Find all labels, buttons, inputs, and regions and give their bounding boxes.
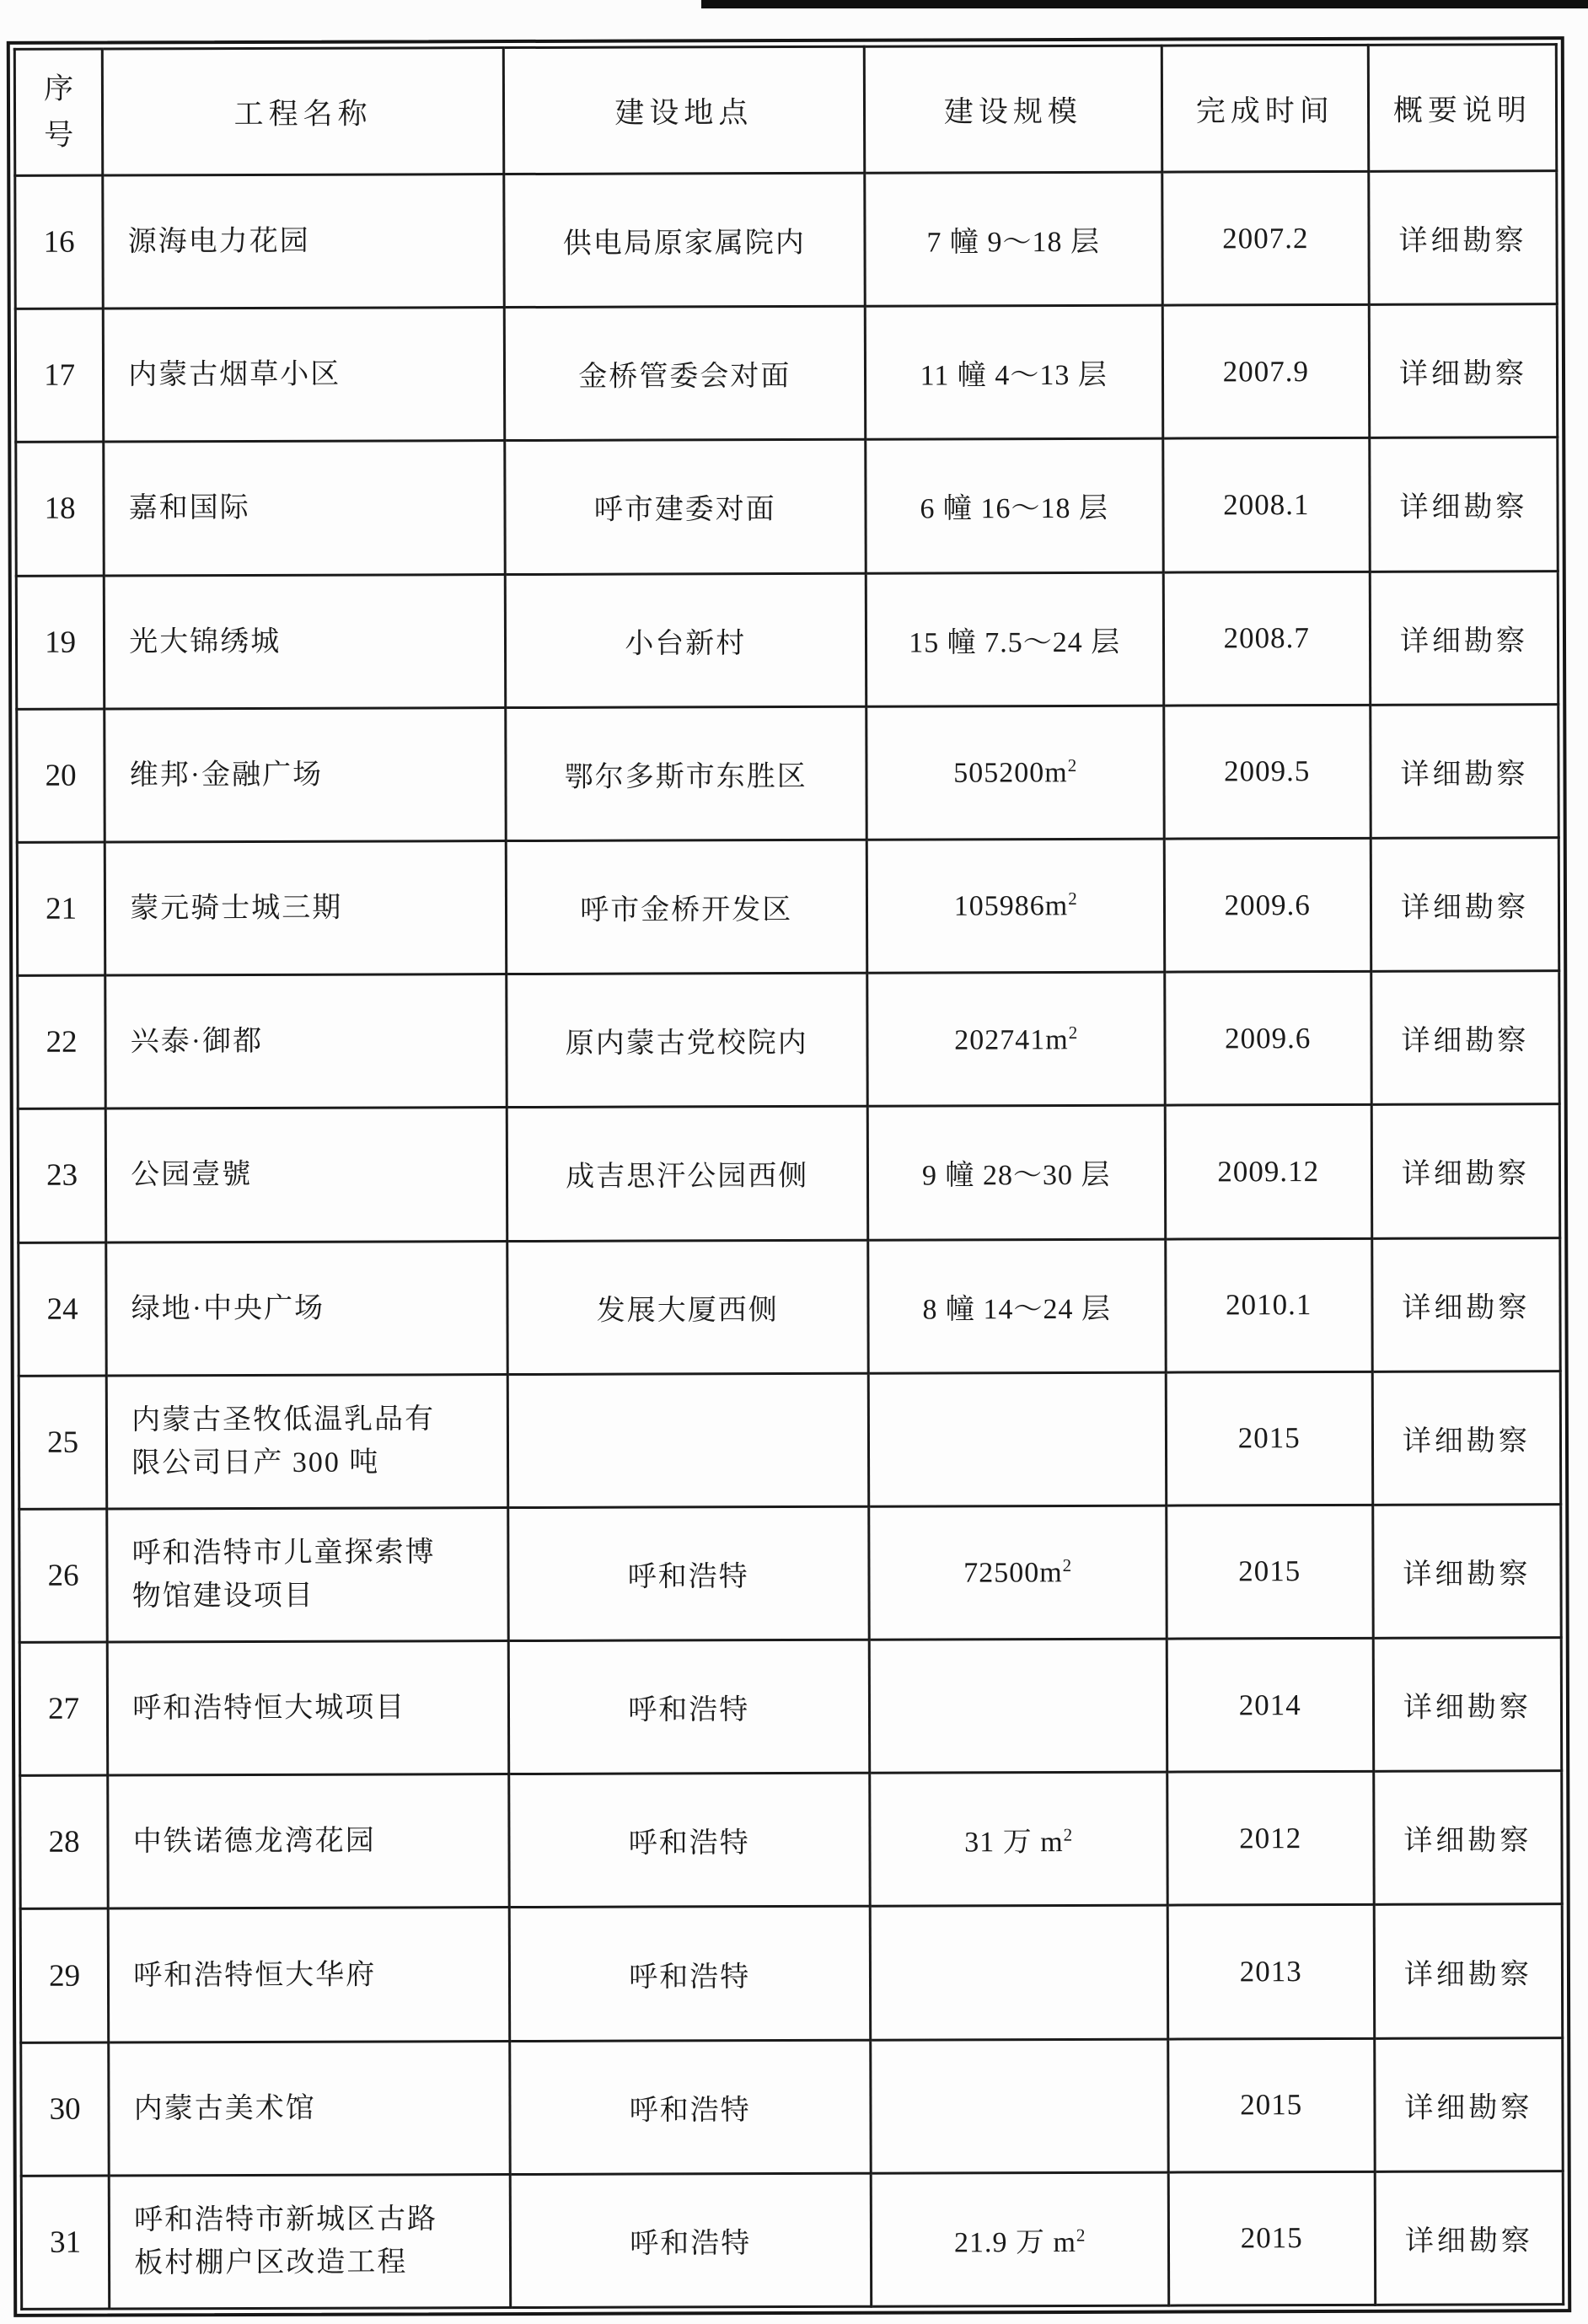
header-cell-note: 概要说明	[1368, 45, 1557, 172]
cell-scale	[866, 438, 1163, 572]
cell-completion-time: 2008.7	[1163, 572, 1371, 706]
cell-scale-superscript: 2	[1063, 1824, 1073, 1845]
cell-completion-time: 2015	[1166, 1371, 1373, 1506]
cell-location: 呼和浩特	[510, 2173, 871, 2308]
cell-completion-time: 2015	[1166, 1505, 1373, 1639]
cell-completion-time: 2007.9	[1162, 305, 1370, 439]
cell-location: 发展大厦西侧	[507, 1240, 868, 1375]
cell-scale-text: 202741m	[954, 1023, 1069, 1056]
table-row	[18, 1104, 1559, 1243]
cell-project-name: 嘉和国际	[104, 441, 505, 576]
header-cell-time: 完成时间	[1161, 45, 1369, 172]
scan-artifact-bar	[701, 0, 1588, 8]
cell-project-name: 内蒙古圣牧低温乳品有 限公司日产 300 吨	[106, 1374, 507, 1509]
table-row	[17, 838, 1558, 976]
cell-scale	[867, 972, 1165, 1106]
cell-summary: 详细勘察	[1373, 1505, 1562, 1639]
cell-project-name: 内蒙古烟草小区	[104, 308, 505, 443]
cell-location: 供电局原家属院内	[504, 173, 865, 308]
cell-scale-text: 7 幢 9～18 层	[926, 226, 1101, 259]
cell-project-name: 呼和浩特市新城区古路 板村棚户区改造工程	[109, 2174, 510, 2309]
cell-summary: 详细勘察	[1372, 1371, 1561, 1505]
cell-scale	[868, 1372, 1166, 1506]
cell-completion-time: 2015	[1168, 2171, 1376, 2305]
cell-summary: 详细勘察	[1373, 1638, 1562, 1772]
table-row	[19, 1371, 1560, 1509]
cell-serial-number: 29	[20, 1908, 109, 2042]
cell-scale-text: 8 幢 14～24 层	[922, 1293, 1112, 1326]
cell-completion-time: 2010.1	[1165, 1238, 1372, 1372]
table-row	[20, 1904, 1562, 2042]
table-row	[18, 971, 1559, 1109]
cell-scale	[869, 1772, 1167, 1906]
cell-project-name: 中铁诺德龙湾花园	[108, 1774, 509, 1909]
table-row	[19, 1505, 1561, 1643]
cell-location: 呼和浩特	[510, 2040, 871, 2175]
cell-scale-text: 505200m	[953, 757, 1068, 789]
cell-completion-time: 2012	[1167, 1772, 1374, 1906]
cell-serial-number: 27	[19, 1642, 108, 1776]
cell-completion-time: 2013	[1167, 1905, 1375, 2039]
cell-location: 小台新村	[505, 573, 866, 708]
cell-scale	[866, 706, 1164, 840]
cell-summary: 详细勘察	[1374, 1771, 1563, 1905]
table-row	[19, 1237, 1560, 1376]
cell-summary: 详细勘察	[1374, 1904, 1563, 2038]
cell-summary: 详细勘察	[1369, 304, 1558, 438]
header-row	[14, 45, 1556, 176]
cell-serial-number: 18	[16, 442, 105, 576]
table-row	[16, 571, 1558, 709]
cell-serial-number: 20	[17, 709, 105, 843]
cell-summary: 详细勘察	[1370, 571, 1558, 705]
cell-project-name: 呼和浩特恒大城项目	[107, 1641, 508, 1776]
cell-scale	[865, 172, 1162, 306]
cell-scale	[869, 1639, 1167, 1773]
header-cell-no	[14, 49, 103, 175]
cell-location: 呼和浩特	[508, 1640, 869, 1774]
cell-summary: 详细勘察	[1375, 2037, 1564, 2171]
cell-summary: 详细勘察	[1372, 1237, 1561, 1371]
cell-summary: 详细勘察	[1369, 171, 1558, 305]
header-cell-name: 工程名称	[103, 48, 504, 175]
cell-project-name: 蒙元骑士城三期	[105, 840, 506, 975]
cell-scale-text: 105986m	[953, 890, 1069, 923]
cell-scale	[868, 1239, 1166, 1373]
cell-completion-time: 2014	[1167, 1638, 1374, 1772]
cell-project-name: 光大锦绣城	[105, 574, 506, 709]
cell-project-name: 兴泰·御都	[105, 974, 507, 1109]
project-table-wrapper	[7, 36, 1571, 2317]
cell-location: 呼和浩特	[509, 1907, 870, 2042]
cell-location: 金桥管委会对面	[504, 306, 865, 441]
header-no-label: 序号	[43, 72, 74, 152]
cell-location: 鄂尔多斯市东胜区	[506, 706, 866, 841]
cell-location: 成吉思汗公园西侧	[507, 1107, 867, 1242]
cell-project-name: 公园壹號	[105, 1108, 507, 1243]
cell-scale	[870, 1906, 1167, 2040]
cell-scale-superscript: 2	[1068, 888, 1077, 910]
cell-serial-number: 22	[18, 975, 106, 1109]
table-row	[17, 704, 1558, 842]
table-row	[15, 171, 1557, 309]
cell-location: 呼和浩特	[508, 1506, 869, 1641]
cell-scale-text: 6 幢 16～18 层	[920, 493, 1109, 525]
cell-serial-number: 28	[20, 1775, 109, 1909]
cell-location: 呼市金桥开发区	[506, 840, 866, 974]
cell-scale-superscript: 2	[1062, 1555, 1072, 1576]
cell-completion-time: 2009.6	[1164, 838, 1371, 972]
cell-summary: 详细勘察	[1371, 704, 1559, 838]
cell-location: 原内蒙古党校院内	[507, 973, 867, 1108]
table-row	[21, 2037, 1563, 2176]
cell-completion-time: 2009.6	[1164, 971, 1371, 1105]
cell-project-name: 绿地·中央广场	[106, 1241, 507, 1376]
cell-scale	[870, 2039, 1167, 2173]
cell-scale-text: 72500m	[963, 1557, 1063, 1589]
cell-location: 呼市建委对面	[505, 440, 866, 575]
cell-completion-time: 2009.5	[1163, 705, 1371, 839]
cell-scale-text: 11 幢 4～13 层	[920, 360, 1108, 392]
cell-scale-superscript: 2	[1076, 2225, 1086, 2246]
header-cell-location: 建设地点	[503, 46, 864, 174]
cell-serial-number: 17	[15, 309, 104, 443]
project-table	[13, 43, 1564, 2311]
table-row	[15, 304, 1557, 443]
cell-summary: 详细勘察	[1371, 971, 1560, 1105]
cell-scale-text: 31 万 m	[964, 1827, 1064, 1859]
cell-location	[507, 1373, 868, 1508]
cell-serial-number: 25	[19, 1376, 107, 1510]
cell-serial-number: 19	[16, 576, 105, 710]
cell-scale	[868, 1506, 1166, 1640]
table-row	[20, 1771, 1562, 1909]
cell-completion-time: 2015	[1167, 2038, 1375, 2172]
cell-summary: 详细勘察	[1375, 2171, 1564, 2305]
cell-scale-text: 15 幢 7.5～24 层	[909, 626, 1121, 659]
cell-serial-number: 16	[15, 175, 104, 309]
cell-completion-time: 2008.1	[1163, 438, 1371, 572]
cell-scale-text: 9 幢 28～30 层	[921, 1160, 1111, 1192]
cell-scale-superscript: 2	[1068, 1022, 1078, 1043]
cell-scale	[866, 572, 1163, 706]
cell-scale-text: 21.9 万 m	[953, 2226, 1076, 2259]
cell-summary: 详细勘察	[1371, 838, 1559, 972]
cell-summary: 详细勘察	[1370, 437, 1558, 572]
cell-completion-time: 2007.2	[1162, 171, 1370, 305]
cell-serial-number: 31	[21, 2176, 110, 2310]
cell-scale-superscript: 2	[1067, 755, 1077, 776]
cell-project-name: 维邦·金融广场	[105, 707, 506, 842]
cell-serial-number: 21	[17, 842, 105, 976]
cell-serial-number: 30	[21, 2042, 110, 2176]
table-row	[21, 2171, 1563, 2309]
header-cell-scale: 建设规模	[864, 46, 1161, 173]
table-row	[16, 437, 1558, 576]
cell-serial-number: 23	[18, 1108, 106, 1243]
cell-serial-number: 24	[19, 1243, 107, 1377]
cell-scale	[866, 839, 1164, 973]
cell-scale	[871, 2172, 1168, 2306]
cell-project-name: 呼和浩特恒大华府	[108, 1908, 509, 2042]
cell-project-name: 呼和浩特市儿童探索博 物馆建设项目	[107, 1507, 508, 1642]
cell-location: 呼和浩特	[509, 1773, 870, 1908]
cell-summary: 详细勘察	[1371, 1104, 1560, 1238]
cell-project-name: 源海电力花园	[103, 174, 504, 309]
cell-serial-number: 26	[19, 1509, 108, 1643]
table-row	[19, 1638, 1561, 1776]
cell-completion-time: 2009.12	[1165, 1105, 1372, 1239]
cell-scale	[865, 305, 1162, 439]
cell-scale	[867, 1105, 1165, 1239]
cell-project-name: 内蒙古美术馆	[109, 2041, 510, 2176]
